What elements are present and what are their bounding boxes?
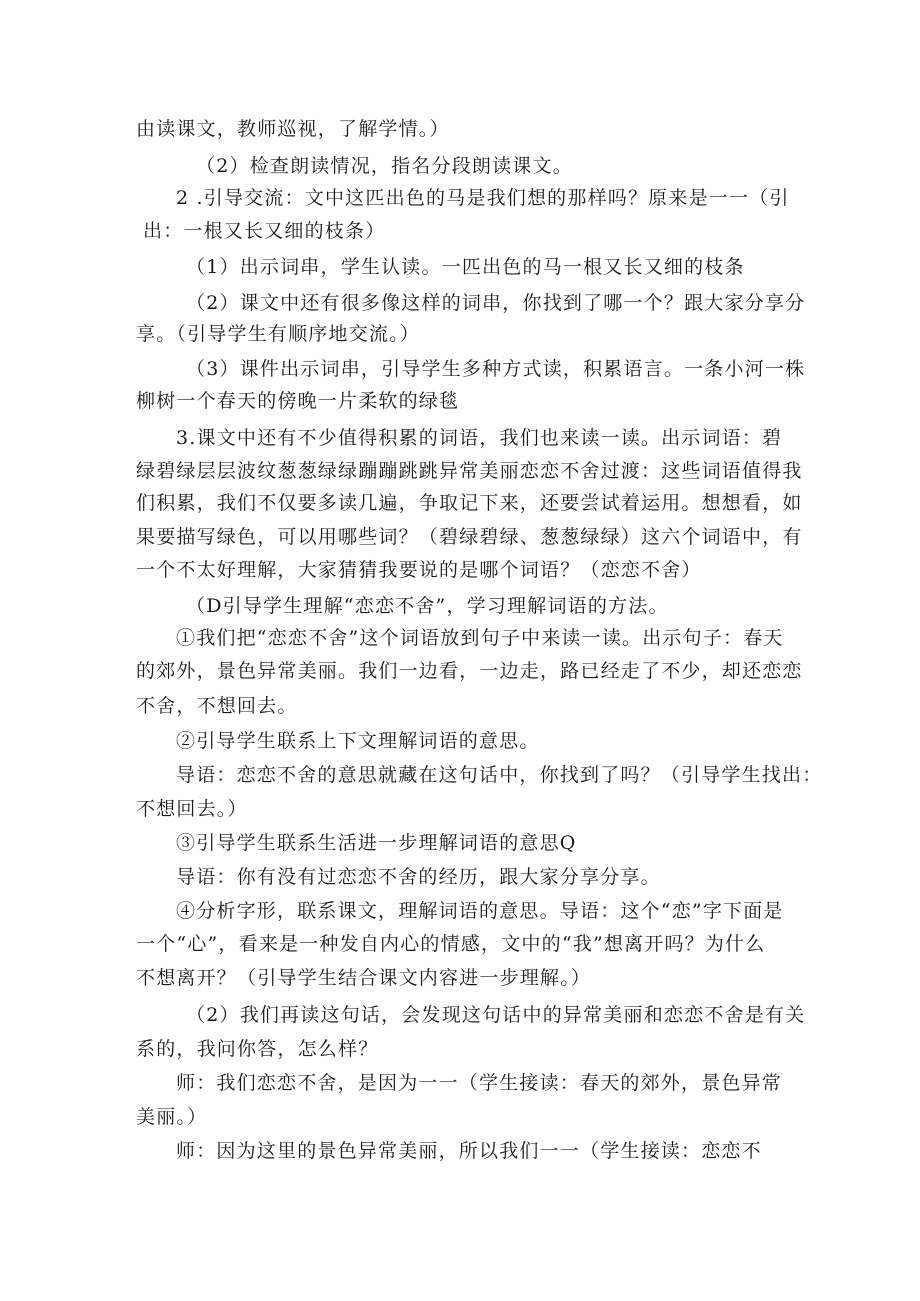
text-line: 2 .引导交流：文中这匹出色的马是我们想的那样吗？原来是一一（引	[176, 187, 790, 209]
text-line: 的郊外，景色异常美丽。我们一边看，一边走，路已经走了不少，却还恋恋	[136, 660, 803, 682]
text-line: 导语：你有没有过恋恋不舍的经历，跟大家分享分享。	[176, 866, 661, 888]
text-line: 柳树一个春天的傍晚一片柔软的绿毯	[136, 390, 460, 412]
text-line: 一个不太好理解，大家猜猜我要说的是哪个词语？（恋恋不舍）	[136, 559, 702, 581]
text-line: 不想离开？（引导学生结合课文内容进一步理解。）	[136, 967, 592, 989]
text-line: 师：我们恋恋不舍，是因为一一（学生接读：春天的郊外，景色异常	[176, 1072, 783, 1094]
text-line: 享。（引导学生有顺序地交流。）	[136, 323, 421, 345]
text-line: 美丽。）	[136, 1106, 208, 1128]
text-line: 不想回去。）	[136, 798, 248, 820]
text-line: 出：一根又长又细的枝条）	[143, 220, 386, 242]
text-line: 一个“心”，看来是一种发自内心的情感，文中的“我”想离开吗？为什么	[136, 933, 766, 955]
text-line: （1）出示词串，学生认读。一匹出色的马一根又长又细的枝条	[186, 256, 745, 278]
text-line: （2）检查朗读情况，指名分段朗读课文。	[196, 155, 573, 177]
text-line: （2）我们再读这句话，会发现这句话中的异常美丽和恋恋不舍是有关	[186, 1004, 806, 1026]
text-line: 由读课文，教师巡视，了解学情。）	[136, 118, 450, 140]
text-line: ②引导学生联系上下文理解词语的意思。	[176, 730, 540, 752]
text-line: 不舍，不想回去。	[136, 695, 298, 717]
text-line: 3.课文中还有不少值得积累的词语，我们也来读一读。出示词语：碧	[176, 427, 783, 449]
text-line: （2）课文中还有很多像这样的词串，你找到了哪一个？跟大家分享分	[186, 292, 806, 314]
text-line: ①我们把“恋恋不舍”这个词语放到句子中来读一读。出示句子：春天	[176, 627, 784, 649]
text-line: 师：因为这里的景色异常美丽，所以我们一一（学生接读：恋恋不	[176, 1140, 762, 1162]
text-line: 果要描写绿色，可以用哪些词？（碧绿碧绿、葱葱绿绿）这六个词语中，有	[136, 526, 803, 548]
text-line: 绿碧绿层层波纹葱葱绿绿蹦蹦跳跳异常美丽恋恋不舍过渡：这些词语值得我	[136, 460, 803, 482]
text-line: ③引导学生联系生活进一步理解词语的意思Q	[176, 832, 577, 854]
text-line: ④分析字形，联系课文，理解词语的意思。导语：这个“恋”字下面是	[176, 900, 784, 922]
text-line: 系的，我问你答，怎么样？	[136, 1038, 379, 1060]
text-line: 导语：恋恋不舍的意思就藏在这句话中，你找到了吗？（引导学生找出：	[176, 764, 823, 786]
text-line: （3）课件出示词串，引导学生多种方式读，积累语言。一条小河一株	[186, 358, 806, 380]
text-line: （D引导学生理解“恋恋不舍”，学习理解词语的方法。	[186, 595, 669, 617]
text-line: 们积累，我们不仅要多读几遍，争取记下来，还要尝试着运用。想想看，如	[136, 492, 803, 514]
